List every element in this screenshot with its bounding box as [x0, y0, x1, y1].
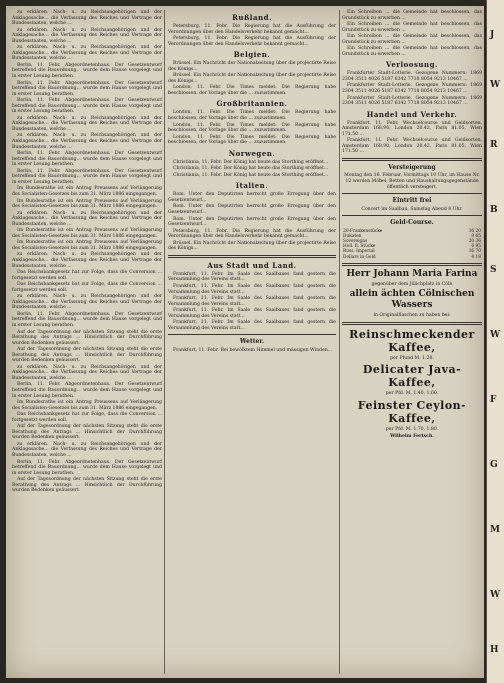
paragraph: Berlin, 11. Febr. Abgeordnetenhaus. Der Gesetzentwurf betreffend die Bauordnung... wurde dem Hause vorgelegt und in erster Lesung berathen.	[12, 311, 162, 328]
divider	[342, 322, 482, 325]
table-cell: 16 20	[468, 228, 481, 234]
paragraph: Ein Schreiben ... die Gemeinde hat beschlossen, das Grundstück zu erwerben ...	[342, 46, 482, 57]
paragraph: Christiania, 11. Febr. Der König hat heute das Storthing eröffnet...	[173, 159, 329, 165]
paragraph: zu erklären. Nach- u. zu Reichsangehörigen und der Anklagesache... die Verfassung des Reiches und Vertrage der Bundesstaaten, welche ...	[12, 133, 162, 150]
paragraph: zu erklären. Nach- u. zu Reichsangehörigen und der Anklagesache... die Verfassung des Reiches und Vertrage der Bundesstaaten, welche ...	[12, 294, 162, 311]
paragraph: Im Bundesrathe ist ein Antrag Preussens auf Verlängerung des Socialisten-Gesetzes bis zum 31. März 1886 eingegangen.	[12, 228, 162, 239]
column-3	[342, 10, 482, 440]
edge-glyph: B	[490, 205, 498, 215]
paragraph: Rom. Unter den Deputirten herrscht große Erregung über den Gesetzentwurf...	[168, 216, 336, 228]
section-heading: Italien.	[235, 181, 269, 191]
ad-headline: allein ächten Cölnischen Wassers	[349, 289, 475, 311]
paragraph: zu erklären. Nach- u. zu Reichsangehörigen und der Anklagesache... die Verfassung des Reiches und Vertrage der Bundesstaaten, welche ...	[12, 364, 162, 381]
paragraph: Das Reichsbankgesetz hat zur Folge, dass die Conversion ... fortgesetzt werden soll.	[12, 412, 162, 423]
ad-headline: Delicater Java-Kaffee,	[362, 363, 462, 390]
table-cell: 4 18	[471, 254, 481, 260]
paragraph: Im Bundesrathe ist ein Antrag Preussens auf Verlängerung des Socialisten-Gesetzes bis zum 31. März 1886 eingegangen.	[12, 198, 162, 210]
paragraph: London, 11. Febr. Die Times meldet: Die Regierung habe beschlossen, der Vorlage über die ... zuzustimmen.	[168, 110, 336, 122]
table-cell: Dukaten	[343, 233, 362, 239]
paragraph: Frankfurter Stadt-Lotterie. Gezogene Nummern: 1869 2304 3511 4026 5187 6342 7718 8054 9213 10467 ...	[342, 83, 482, 95]
edge-glyph: W	[490, 590, 501, 600]
paragraph: Frankfurt, 11. Febr. Im Saale des Saalbaues fand gestern die Versammlung des Vereins statt...	[168, 320, 336, 331]
paragraph: Brüssel. Ein Nachricht der Nationalzeitung über die projectirte Reise des Königs...	[168, 240, 336, 252]
section-heading: Belgien.	[233, 50, 271, 60]
column-1	[12, 10, 162, 495]
column-2	[168, 10, 336, 354]
paragraph: Frankfurt, 11. Febr. Im Saale des Saalbaues fand gestern die Versammlung des Vereins statt...	[168, 283, 336, 295]
table-cell: 20-Frankenstücke	[343, 228, 383, 234]
section-heading: Rußland.	[232, 13, 272, 22]
paragraph: Brüssel. Ein Nachricht der Nationalzeitung über die projectirte Reise des Königs...	[168, 61, 336, 72]
paragraph: Im Bundesrathe ist ein Antrag Preussens auf Verlängerung des Socialisten-Gesetzes bis zum 31. März 1886 eingegangen.	[12, 186, 162, 197]
divider	[342, 193, 482, 194]
paragraph: Petersburg, 11. Febr. Die Regierung hat die Ausführung der Verordnungen über den Handelsverkehr bekannt gemacht...	[168, 36, 336, 47]
paragraph: Berlin, 11. Febr. Abgeordnetenhaus. Der Gesetzentwurf betreffend die Bauordnung... wurde dem Hause vorgelegt und in erster Lesung berathen.	[12, 151, 162, 168]
paragraph: Frankfurter Stadt-Lotterie. Gezogene Nummern: 1869 2304 3511 4026 5187 6342 7718 8054 9213 10467 ...	[342, 71, 482, 82]
paragraph: Auf der Tagesordnung der nächsten Sitzung steht die erste Berathung des Antrags ... Hinsichtlich der Durchführung wurden Bedenken geäussert.	[12, 424, 162, 441]
ad-price: per Pfd. M. 1.70, 1.80.	[385, 427, 439, 433]
section-heading: Aus Stadt und Land.	[207, 260, 297, 270]
paragraph: Frankfurter Stadt-Lotterie. Gezogene Nummern: 1869 2304 3511 4026 5187 6342 7718 8054 9213 10467 ...	[342, 95, 482, 107]
table-cell: 20 36	[468, 239, 481, 245]
paragraph: Berlin, 11. Febr. Abgeordnetenhaus. Der Gesetzentwurf betreffend die Bauordnung... wurde dem Hause vorgelegt und in erster Lesung berathen.	[12, 168, 162, 185]
paragraph: Frankfurt, 11. Febr. Im Saale des Saalbaues fand gestern die Versammlung des Vereins statt...	[168, 271, 336, 283]
paragraph: Brüssel. Ein Nachricht der Nationalzeitung über die projectirte Reise des Königs...	[168, 73, 336, 84]
paragraph: Ein Schreiben ... die Gemeinde hat beschlossen, das Grundstück zu erwerben ...	[342, 34, 482, 45]
paragraph: Berlin, 11. Febr. Abgeordnetenhaus. Der Gesetzentwurf betreffend die Bauordnung... wurde dem Hause vorgelegt und in erster Lesung berathen.	[12, 382, 162, 399]
divider	[342, 263, 482, 266]
column-divider	[164, 10, 165, 674]
edge-glyph: J	[490, 30, 495, 40]
adjacent-page-edge	[486, 0, 504, 683]
paragraph: zu erklären. Nach- u. zu Reichsangehörigen und der Anklagesache... die Verfassung des Reiches und Vertrage der Bundesstaaten, welche ...	[12, 115, 162, 132]
paragraph: Auf der Tagesordnung der nächsten Sitzung steht die erste Berathung des Antrags ... Hinsichtlich der Durchführung wurden Bedenken geäussert.	[12, 347, 162, 364]
table-cell: 6 95	[471, 244, 481, 250]
paragraph: zu erklären. Nach- u. zu Reichsangehörigen und der Anklagesache... die Verfassung des Reiches und Vertrage der Bundesstaaten, welche ...	[12, 210, 162, 227]
ad-title: Eintritt frei	[392, 197, 432, 205]
newspaper-page	[6, 6, 484, 678]
table-cell: 9 65	[471, 233, 481, 239]
paragraph: Petersburg, 11. Febr. Die Regierung hat die Ausführung der Verordnungen über den Handelsverkehr bekannt gemacht...	[168, 228, 336, 240]
ad-text: Concert im Saalbau, Samstag Abend 8 Uhr.	[361, 206, 463, 212]
paragraph: Frankfurt, 11. Febr. Wechselcourse und Geldsorten. Amsterdam 168.90, London 20.42, Paris 81.05, Wien 171.50 ...	[342, 138, 482, 155]
paragraph: Berlin, 11. Febr. Abgeordnetenhaus. Der Gesetzentwurf betreffend die Bauordnung... wurde dem Hause vorgelegt und in erster Lesung berathen.	[12, 459, 162, 476]
ad-title: Versteigerung	[388, 163, 436, 171]
column-divider	[339, 10, 340, 674]
paragraph: Frankfurt, 11. Febr. Bei bewölktem Himmel und mässigen Winden...	[173, 347, 333, 353]
paragraph: Frankfurt, 11. Febr. Im Saale des Saalbaues fand gestern die Versammlung des Vereins statt...	[168, 296, 336, 307]
edge-glyph: R	[490, 140, 498, 150]
table-cell: Russ. Imperial	[343, 249, 375, 255]
divider	[342, 158, 482, 161]
table-row	[342, 255, 482, 260]
paragraph: Berlin, 11. Febr. Abgeordnetenhaus. Der Gesetzentwurf betreffend die Bauordnung... wurde dem Hause vorgelegt und in erster Lesung berathen.	[12, 80, 162, 97]
paragraph: Frankfurt, 11. Febr. Wechselcourse und Geldsorten. Amsterdam 168.90, London 20.42, Paris 81.05, Wien 171.50 ...	[342, 120, 482, 137]
edge-glyph: M	[490, 525, 500, 535]
paragraph: Das Reichsbankgesetz hat zur Folge, dass die Conversion ... fortgesetzt werden soll.	[12, 282, 162, 293]
edge-glyph: S	[490, 265, 497, 275]
ad-subline: gegenüber dem Jülichplatz in Cöln	[371, 281, 453, 287]
paragraph: zu erklären. Nach- u. zu Reichsangehörigen und der Anklagesache... die Verfassung des Reiches und Vertrage der Bundesstaaten, welche ...	[12, 27, 162, 44]
paragraph: Christiania, 11. Febr. Der König hat heute das Storthing eröffnet...	[173, 166, 329, 172]
paragraph: Auf der Tagesordnung der nächsten Sitzung steht die erste Berathung des Antrags ... Hinsichtlich der Durchführung wurden Bedenken geäussert.	[12, 329, 162, 346]
section-heading: Geld-Course.	[390, 219, 434, 227]
ad-headline: Reinschmeckender Kaffee,	[349, 327, 475, 354]
paragraph: Petersburg, 11. Febr. Die Regierung hat die Ausführung der Verordnungen über den Handelsverkehr bekannt gemacht...	[168, 24, 336, 35]
section-heading: Norwegen.	[228, 148, 276, 158]
paragraph: Berlin, 11. Febr. Abgeordnetenhaus. Der Gesetzentwurf betreffend die Bauordnung... wurde dem Hause vorgelegt und in erster Lesung berathen.	[12, 62, 162, 80]
paragraph: Ein Schreiben ... die Gemeinde hat beschlossen, das Grundstück zu erwerben ...	[342, 22, 482, 33]
section-heading: Verloosung.	[386, 60, 438, 70]
ad-price: per Pfd. M. 1.40, 1.60.	[385, 391, 439, 397]
paragraph: zu erklären. Nach- u. zu Reichsangehörigen und der Anklagesache... die Verfassung des Reiches und Vertrage der Bundesstaaten, welche ...	[12, 10, 162, 27]
paragraph: zu erklären. Nach- u. zu Reichsangehörigen und der Anklagesache... die Verfassung des Reiches und Vertrage der Bundesstaaten, welche ...	[12, 441, 162, 459]
divider	[168, 255, 336, 258]
section-heading: Wetter.	[239, 338, 265, 346]
ad-headline: Herr Johann Maria Farina	[346, 268, 478, 279]
paragraph: London, 11. Febr. Die Times meldet: Die Regierung habe beschlossen, der Vorlage über die ... zuzustimmen.	[168, 85, 336, 96]
paragraph: Rom. Unter den Deputirten herrscht große Erregung über den Gesetzentwurf...	[168, 204, 336, 216]
section-heading: Handel und Verkehr.	[366, 109, 458, 119]
paragraph: Ein Schreiben ... die Gemeinde hat beschlossen, das Grundstück zu erwerben ...	[342, 10, 482, 21]
ad-text: Montag den 16. Februar, Vormittags 10 Uhr, im Hause Nr. 12 werden Möbel, Betten und Haushaltungsgegenstände öffentlich versteigert.	[344, 173, 480, 190]
price-table	[342, 229, 482, 260]
edge-glyph: H	[490, 645, 499, 655]
edge-glyph: W	[490, 80, 501, 90]
paragraph: Das Reichsbankgesetz hat zur Folge, dass die Conversion ... fortgesetzt werden soll.	[12, 270, 162, 281]
paragraph: Berlin, 11. Febr. Abgeordnetenhaus. Der Gesetzentwurf betreffend die Bauordnung... wurde dem Hause vorgelegt und in erster Lesung berathen.	[12, 98, 162, 115]
paragraph: London, 11. Febr. Die Times meldet: Die Regierung habe beschlossen, der Vorlage über die ... zuzustimmen.	[168, 134, 336, 146]
paragraph: zu erklären. Nach- u. zu Reichsangehörigen und der Anklagesache... die Verfassung des Reiches und Vertrage der Bundesstaaten, welche ...	[12, 45, 162, 62]
edge-glyph: F	[490, 395, 497, 405]
ad-headline: Feinster Ceylon-Kaffee,	[357, 399, 467, 426]
paragraph: Rom. Unter den Deputirten herrscht große Erregung über den Gesetzentwurf...	[168, 192, 336, 203]
paragraph: Auf der Tagesordnung der nächsten Sitzung steht die erste Berathung des Antrags ... Hinsichtlich der Durchführung wurden Bedenken geäussert.	[12, 477, 162, 494]
divider	[342, 215, 482, 216]
paragraph: London, 11. Febr. Die Times meldet: Die Regierung habe beschlossen, der Vorlage über die ... zuzustimmen.	[168, 122, 336, 134]
paragraph: Frankfurt, 11. Febr. Im Saale des Saalbaues fand gestern die Versammlung des Vereins statt...	[168, 308, 336, 319]
section-heading: Großbritannien.	[216, 99, 288, 109]
paragraph: Im Bundesrathe ist ein Antrag Preussens auf Verlängerung des Socialisten-Gesetzes bis zum 31. März 1886 eingegangen.	[12, 240, 162, 251]
divider	[168, 334, 336, 335]
edge-glyph: G	[490, 460, 498, 470]
ad-price: per Pfund M. 1.20.	[390, 355, 434, 361]
paragraph: Christiania, 11. Febr. Der König hat heute das Storthing eröffnet...	[173, 172, 329, 178]
table-cell: Sovereigns	[343, 239, 368, 245]
paragraph: Im Bundesrathe ist ein Antrag Preussens auf Verlängerung des Socialisten-Gesetzes bis zum 31. März 1886 eingegangen.	[12, 400, 162, 411]
paragraph: zu erklären. Nach- u. zu Reichsangehörigen und der Anklagesache... die Verfassung des Reiches und Vertrage der Bundesstaaten, welche ...	[12, 252, 162, 269]
table-cell: Holl. fl. Stücke	[343, 244, 376, 250]
table-cell: 16 70	[468, 249, 481, 255]
ad-text: in Originalflaschen zu haben bei:	[373, 313, 451, 319]
table-cell: Dollars in Gold	[343, 254, 376, 260]
merchant-name: Wilhelm Fertsch.	[390, 433, 434, 439]
edge-glyph: W	[490, 330, 501, 340]
